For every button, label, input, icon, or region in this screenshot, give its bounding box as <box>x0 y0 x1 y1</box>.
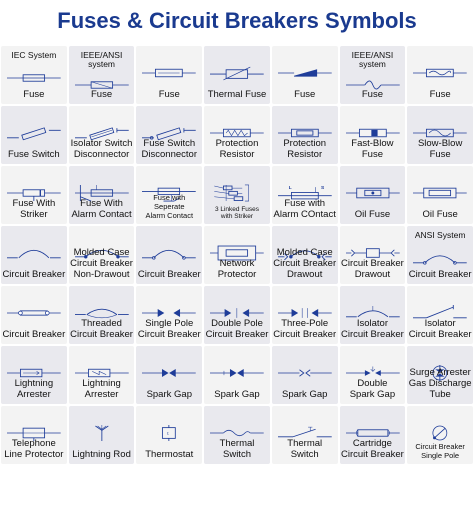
symbol-label: Fuse Switch <box>7 149 60 160</box>
symbol-cell <box>136 286 202 344</box>
symbol-cell <box>136 106 202 164</box>
symbol-cell <box>272 346 338 404</box>
symbol-label: Fuse with Alarm COntact <box>273 198 336 220</box>
symbol-cell <box>204 406 270 464</box>
symbol-cell <box>204 286 270 344</box>
circuit-breaker-bar-icon <box>7 298 61 328</box>
symbol-label: Thermal Fuse <box>207 89 267 100</box>
symbol-cell <box>272 46 338 104</box>
symbol-cell <box>136 226 202 284</box>
thermostat-icon <box>142 418 196 448</box>
symbol-label: Oil Fuse <box>354 209 391 220</box>
symbol-cell <box>407 346 473 404</box>
oil-fuse-icon <box>346 178 400 208</box>
symbol-cell <box>69 406 135 464</box>
symbol-cell <box>1 226 67 284</box>
symbol-label: Spark Gap <box>146 389 192 400</box>
fuse-wavy-icon <box>413 58 467 88</box>
symbol-label: Oil Fuse <box>422 209 458 220</box>
symbol-label: Fuse <box>294 89 316 100</box>
symbol-cell <box>272 226 338 284</box>
symbol-label: Three-Pole Circuit Breaker <box>273 318 337 340</box>
symbol-label: Fuse <box>91 89 113 100</box>
symbol-label: Protection Resistor <box>215 138 259 160</box>
symbol-label: Spark Gap <box>281 389 328 400</box>
spark-gap-open-arrows-icon <box>278 358 332 388</box>
symbol-label: Lightning Rod <box>72 449 131 460</box>
symbol-system-label: IEC System <box>11 50 57 60</box>
symbol-system-label: ANSI System <box>414 230 466 240</box>
circuit-breaker-arc-icon <box>7 238 61 268</box>
symbol-cell <box>340 226 406 284</box>
symbol-cell <box>407 46 473 104</box>
fuse-box-icon <box>142 58 196 88</box>
symbol-label: Circuit Breaker <box>408 269 472 280</box>
symbol-cell <box>204 166 270 224</box>
circuit-breaker-arc-dots-icon <box>142 238 196 268</box>
symbol-label: Circuit Breaker Drawout <box>341 258 404 280</box>
oil-fuse-alt-icon <box>413 178 467 208</box>
symbol-label: Double Pole Circuit Breaker <box>205 318 269 340</box>
symbol-cell <box>204 346 270 404</box>
symbol-cell <box>204 46 270 104</box>
fuse-triangle-icon <box>278 58 332 88</box>
symbol-cell <box>272 166 338 224</box>
symbol-label: Single Pole Circuit Breaker <box>137 318 201 340</box>
symbol-system-label: IEEE/ANSI system <box>351 50 394 69</box>
thermal-fuse-icon <box>210 58 264 88</box>
symbol-cell <box>340 46 406 104</box>
symbol-cell <box>69 46 135 104</box>
symbol-label: 3 Linked Fuses with Striker <box>214 206 260 220</box>
symbol-cell <box>272 406 338 464</box>
symbol-label: Fuse <box>429 89 451 100</box>
symbol-cell <box>136 406 202 464</box>
symbol-label: Slow-Blow Fuse <box>417 138 463 160</box>
symbol-label: Lightning Arrester <box>14 378 54 400</box>
symbol-label: Network Protector <box>217 258 257 280</box>
symbol-label: Fuse <box>158 89 180 100</box>
symbol-cell <box>407 226 473 284</box>
symbol-cell <box>136 166 202 224</box>
symbol-cell <box>340 286 406 344</box>
symbol-label: Fuse <box>23 89 45 100</box>
svg-text:t: t <box>167 432 170 438</box>
symbol-label: Fuse Switch Disconnector <box>141 138 197 160</box>
symbol-label: Circuit Breaker <box>2 329 66 340</box>
symbol-cell <box>136 346 202 404</box>
symbol-label: Circuit Breaker <box>137 269 201 280</box>
symbol-cell <box>204 226 270 284</box>
symbol-cell <box>407 406 473 464</box>
symbol-label: Fast-Blow Fuse <box>351 138 394 160</box>
symbol-label: Surge Arrester Gas Discharge Tube <box>408 367 472 400</box>
symbol-system-label: IEEE/ANSI system <box>80 50 123 69</box>
symbol-cell <box>340 406 406 464</box>
fuse-switch-icon <box>7 118 61 148</box>
symbol-cell <box>1 286 67 344</box>
symbol-cell <box>407 166 473 224</box>
symbol-cell <box>1 106 67 164</box>
symbol-label: Circuit Breaker <box>2 269 66 280</box>
lightning-rod-icon <box>75 418 129 448</box>
symbol-label: Fuse With Striker <box>12 198 56 220</box>
symbol-cell <box>272 106 338 164</box>
symbol-label: Telephone Line Protector <box>4 438 64 460</box>
symbol-label: Thermostat <box>145 449 194 460</box>
symbol-cell <box>1 46 67 104</box>
symbol-cell <box>340 346 406 404</box>
symbol-label: Protection Resistor <box>283 138 327 160</box>
symbol-cell <box>1 346 67 404</box>
symbol-cell <box>69 166 135 224</box>
symbol-label: Thermal Switch <box>287 438 323 460</box>
symbol-label: Lightning Arrester <box>82 378 121 400</box>
symbol-label: Molded Case Circuit Breaker Drawout <box>273 247 337 280</box>
symbol-grid <box>1 46 473 524</box>
symbol-label: Fuse With Alarm Contact <box>71 198 132 220</box>
symbol-label: Isolator Switch Disconnector <box>70 138 133 160</box>
symbol-cell <box>69 346 135 404</box>
symbol-cell <box>69 226 135 284</box>
symbol-label: Cartridge Circuit Breaker <box>341 438 404 460</box>
symbol-cell <box>1 406 67 464</box>
three-linked-fuses-icon <box>210 178 264 208</box>
svg-text:L: L <box>288 186 292 192</box>
symbol-cell <box>204 106 270 164</box>
symbol-label: Isolator Circuit Breaker <box>408 318 472 340</box>
symbol-cell <box>69 106 135 164</box>
symbol-label: Double Spark Gap <box>349 378 396 400</box>
symbol-cell <box>340 106 406 164</box>
svg-text:S: S <box>320 186 325 192</box>
spark-gap-arrows-icon <box>210 358 264 388</box>
symbol-label: Circuit Breaker Single Pole <box>415 442 465 460</box>
symbol-cell <box>407 106 473 164</box>
symbol-label: Spark Gap <box>214 389 260 400</box>
symbol-cell <box>340 166 406 224</box>
symbol-label: Fuse <box>361 89 383 100</box>
symbol-cell <box>1 166 67 224</box>
spark-gap-icon <box>142 358 196 388</box>
symbol-label: Threaded Circuit Breaker <box>70 318 133 340</box>
symbol-cell <box>272 286 338 344</box>
symbol-cell <box>407 286 473 344</box>
symbol-label: Thermal Switch <box>219 438 255 460</box>
page-title: Fuses & Circuit Breakers Symbols <box>57 8 417 33</box>
symbol-cell <box>136 46 202 104</box>
symbol-label: Molded Case Circuit Breaker Non-Drawout <box>70 247 133 280</box>
symbol-cell <box>69 286 135 344</box>
symbol-label: Isolator Circuit Breaker <box>341 318 404 340</box>
symbol-label: Fuse with Seperate Alarm Contact <box>145 193 194 220</box>
